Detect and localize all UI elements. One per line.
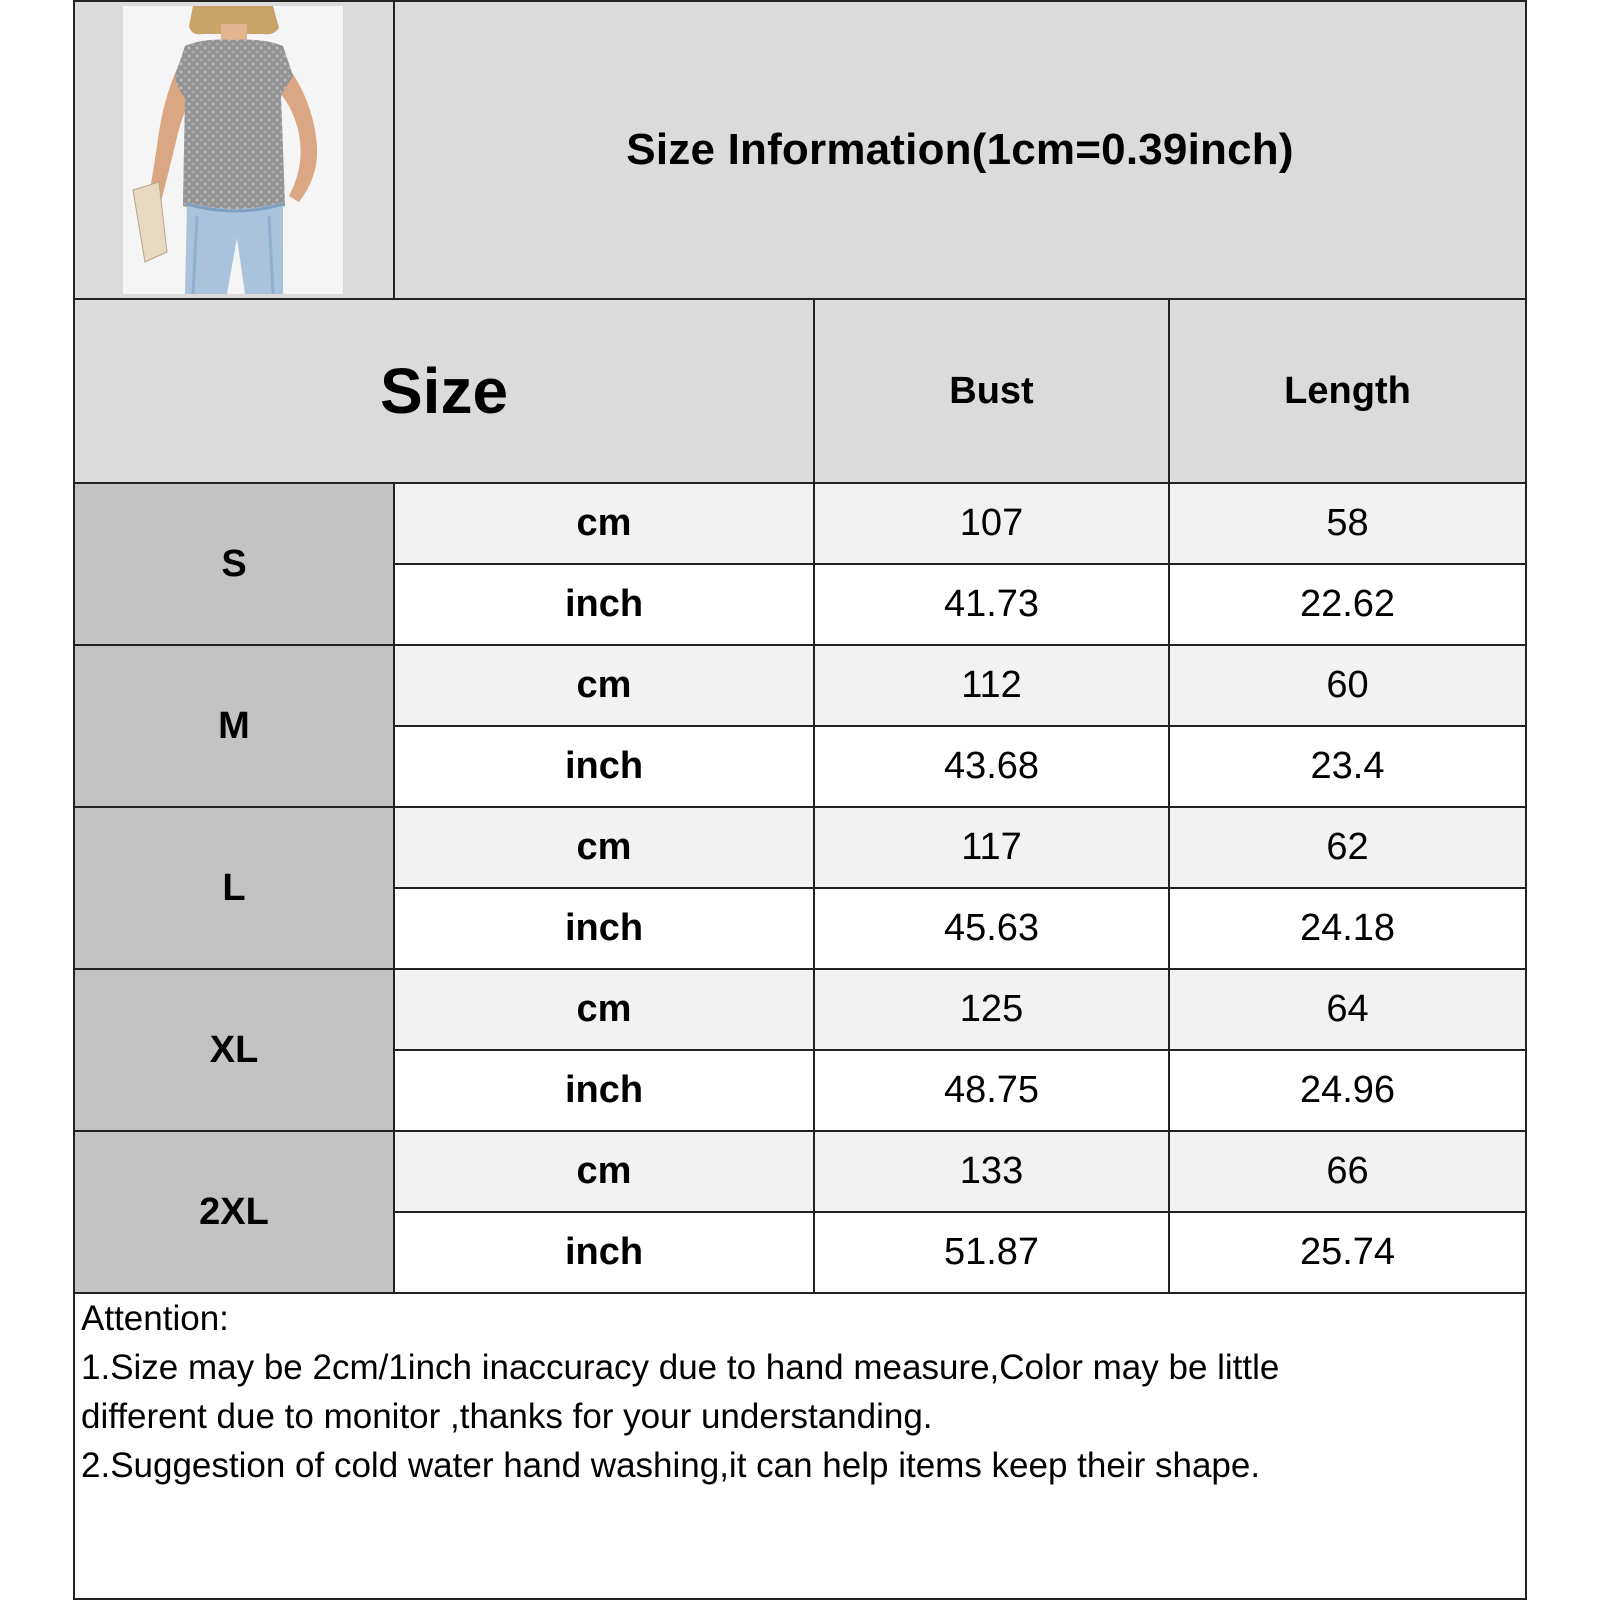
- unit-cm: cm: [395, 970, 813, 1049]
- divider: [73, 1130, 1527, 1132]
- length-cm-value: 58: [1170, 484, 1525, 563]
- unit-cm: cm: [395, 1132, 813, 1211]
- size-label-xl: XL: [75, 970, 393, 1130]
- divider: [393, 0, 395, 298]
- length-inch-value: 24.96: [1170, 1051, 1525, 1130]
- divider: [393, 725, 1527, 727]
- bust-cm-value: 133: [815, 1132, 1168, 1211]
- divider: [73, 298, 1527, 300]
- unit-cm: cm: [395, 484, 813, 563]
- unit-inch: inch: [395, 727, 813, 806]
- divider: [393, 1211, 1527, 1213]
- unit-cm: cm: [395, 808, 813, 887]
- divider: [393, 482, 395, 1294]
- size-label-2xl: 2XL: [75, 1132, 393, 1292]
- bust-inch-value: 45.63: [815, 889, 1168, 968]
- product-photo: [123, 6, 343, 294]
- length-inch-value: 22.62: [1170, 565, 1525, 644]
- divider: [73, 482, 1527, 484]
- page-title: Size Information(1cm=0.39inch): [626, 125, 1294, 174]
- attention-line: 1.Size may be 2cm/1inch inaccuracy due to hand measure,Color may be little: [81, 1348, 1280, 1387]
- divider: [73, 806, 1527, 808]
- length-cm-value: 64: [1170, 970, 1525, 1049]
- size-info-title-cell: [395, 2, 1525, 298]
- length-inch-value: 24.18: [1170, 889, 1525, 968]
- size-label-l: L: [75, 808, 393, 968]
- bust-cm-value: 112: [815, 646, 1168, 725]
- length-inch-value: 23.4: [1170, 727, 1525, 806]
- size-label-s: S: [75, 484, 393, 644]
- bust-inch-value: 41.73: [815, 565, 1168, 644]
- attention-heading: Attention:: [81, 1299, 229, 1338]
- column-header-bust: Bust: [815, 300, 1168, 482]
- bust-cm-value: 117: [815, 808, 1168, 887]
- length-cm-value: 66: [1170, 1132, 1525, 1211]
- bust-cm-value: 125: [815, 970, 1168, 1049]
- unit-inch: inch: [395, 1051, 813, 1130]
- bust-cm-value: 107: [815, 484, 1168, 563]
- attention-line: 2.Suggestion of cold water hand washing,it can help items keep their shape.: [81, 1446, 1261, 1485]
- divider: [393, 563, 1527, 565]
- bust-inch-value: 48.75: [815, 1051, 1168, 1130]
- divider: [393, 887, 1527, 889]
- attention-notes: [75, 1294, 1525, 1594]
- length-cm-value: 62: [1170, 808, 1525, 887]
- unit-inch: inch: [395, 565, 813, 644]
- bust-inch-value: 43.68: [815, 727, 1168, 806]
- unit-inch: inch: [395, 889, 813, 968]
- divider: [393, 1049, 1527, 1051]
- attention-line: different due to monitor ,thanks for your understanding.: [81, 1397, 933, 1436]
- column-header-size: Size: [75, 300, 813, 482]
- length-cm-value: 60: [1170, 646, 1525, 725]
- length-inch-value: 25.74: [1170, 1213, 1525, 1292]
- column-header-length: Length: [1170, 300, 1525, 482]
- divider: [73, 644, 1527, 646]
- divider: [813, 298, 815, 1294]
- unit-cm: cm: [395, 646, 813, 725]
- product-photo-cell: [75, 2, 393, 298]
- bust-inch-value: 51.87: [815, 1213, 1168, 1292]
- unit-inch: inch: [395, 1213, 813, 1292]
- divider: [1168, 298, 1170, 1294]
- model-illustration-icon: [123, 6, 343, 294]
- divider: [73, 968, 1527, 970]
- size-label-m: M: [75, 646, 393, 806]
